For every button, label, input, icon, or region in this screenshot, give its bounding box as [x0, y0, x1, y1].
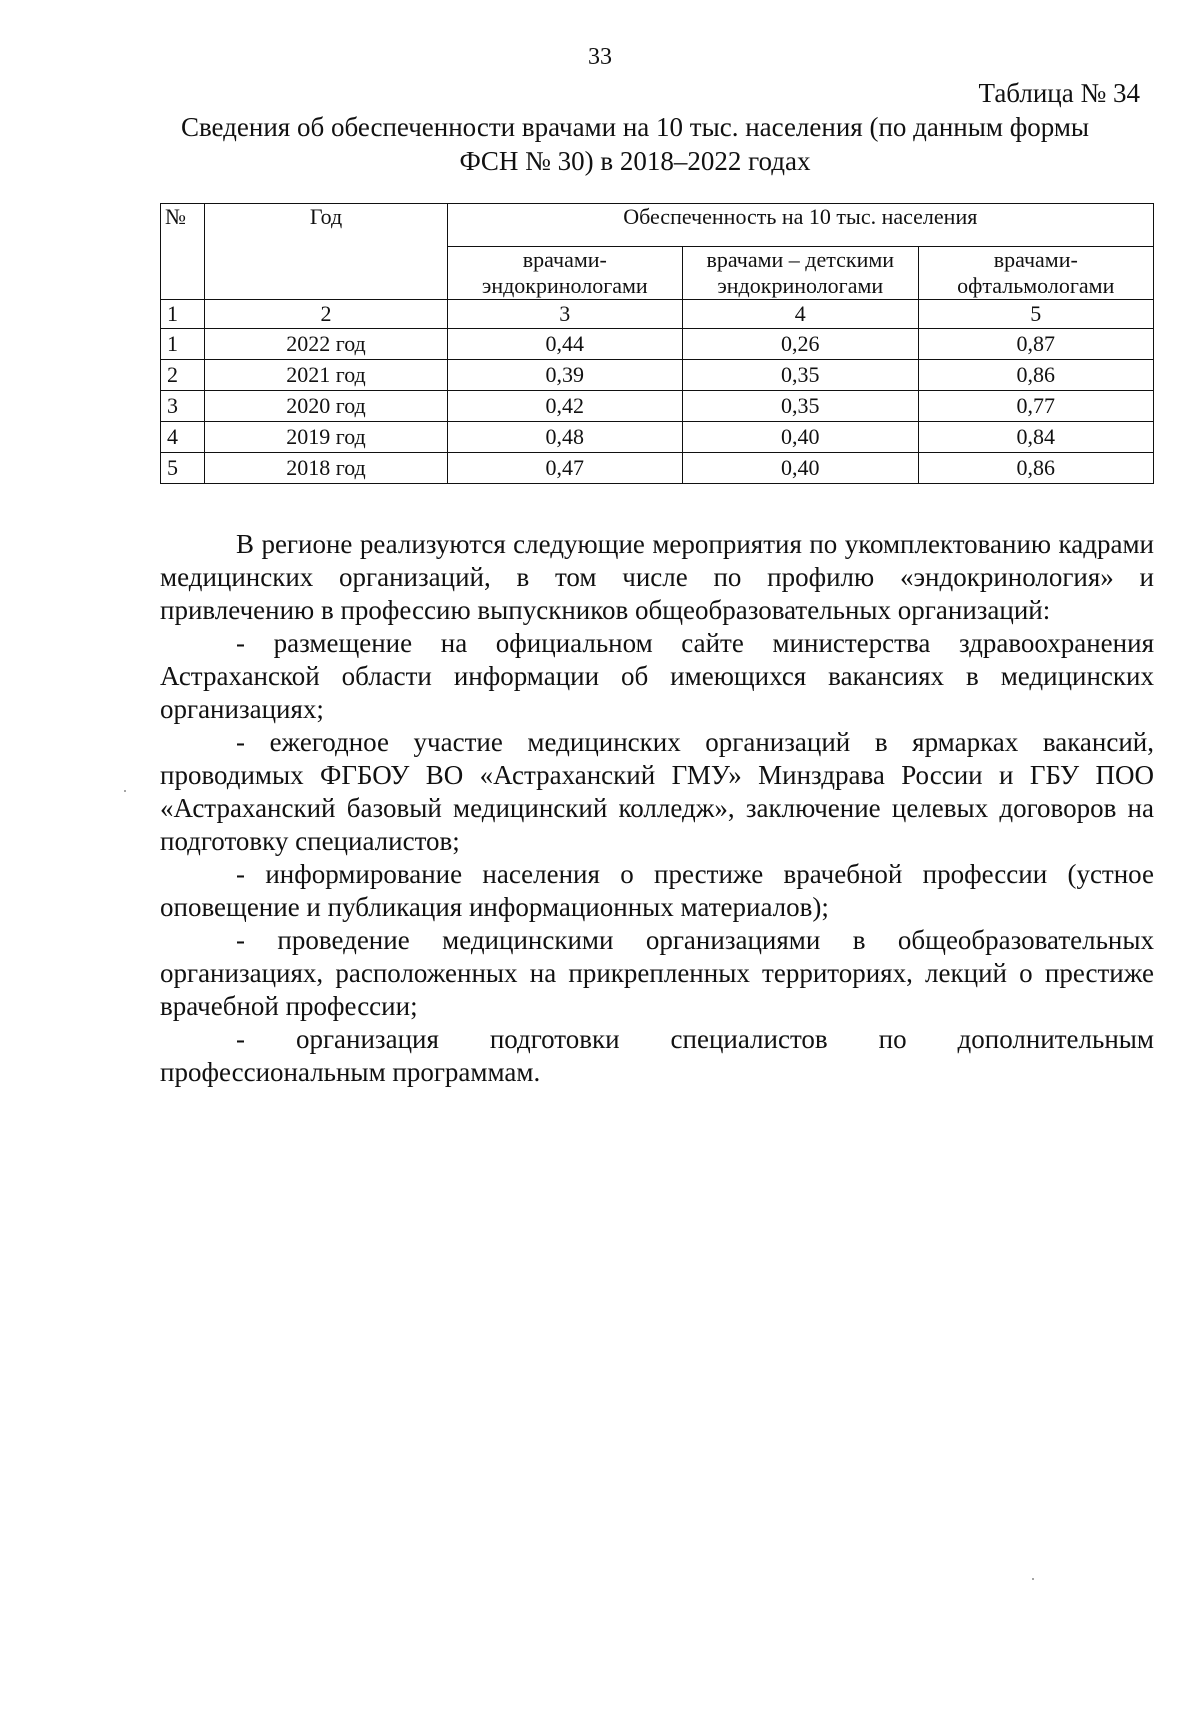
row-number: 4: [161, 422, 205, 453]
cell-endocrinologists: 0,48: [447, 422, 682, 453]
cell-child-endocrinologists: 0,35: [683, 360, 918, 391]
cell-ophthalmologists: 0,86: [918, 453, 1154, 484]
cell-endocrinologists: 0,39: [447, 360, 682, 391]
page-number: 33: [588, 44, 612, 70]
scan-speck: [124, 790, 126, 792]
row-year: 2022 год: [205, 329, 447, 360]
row-number: 5: [161, 453, 205, 484]
table-row: [161, 360, 1154, 391]
body-text: [160, 528, 1154, 1089]
column-header-number: №: [161, 204, 205, 300]
column-header-endocrinologists: врачами-эндокринологами: [447, 247, 682, 300]
table-row: [161, 329, 1154, 360]
cell-child-endocrinologists: 0,26: [683, 329, 918, 360]
row-year: 2021 год: [205, 360, 447, 391]
cell-child-endocrinologists: 0,40: [683, 422, 918, 453]
measure-item: - ежегодное участие медицинских организаций в ярмарках вакансий, проводимых ФГБОУ ВО «Астраханский ГМУ» Минздрава России и ГБУ ПОО «Астраханский базовый медицинский колледж», заключение целевых договоров на подготовку специалистов;: [160, 727, 1154, 856]
cell-child-endocrinologists: 0,40: [683, 453, 918, 484]
column-index: 5: [918, 300, 1154, 329]
scan-speck: [1032, 1578, 1034, 1580]
measure-item: - организация подготовки специалистов по дополнительным профессиональным программам.: [160, 1024, 1154, 1087]
cell-endocrinologists: 0,44: [447, 329, 682, 360]
table-row: [161, 422, 1154, 453]
measure-item: - проведение медицинскими организациями в общеобразовательных организациях, расположенных на прикрепленных территориях, лекций о престиже врачебной профессии;: [160, 925, 1154, 1021]
cell-endocrinologists: 0,47: [447, 453, 682, 484]
row-number: 2: [161, 360, 205, 391]
table-row: [161, 453, 1154, 484]
intro-paragraph: В регионе реализуются следующие мероприятия по укомплектованию кадрами медицинских организаций, в том числе по профилю «эндокринология» и привлечению в профессию выпускников общеобразовательных организаций:: [160, 529, 1154, 625]
cell-ophthalmologists: 0,87: [918, 329, 1154, 360]
row-number: 3: [161, 391, 205, 422]
column-index-row: [161, 300, 1154, 329]
cell-ophthalmologists: 0,84: [918, 422, 1154, 453]
cell-child-endocrinologists: 0,35: [683, 391, 918, 422]
column-index: 3: [447, 300, 682, 329]
column-header-ophthalmologists: врачами-офтальмологами: [918, 247, 1154, 300]
row-number: 1: [161, 329, 205, 360]
column-index: 1: [161, 300, 205, 329]
row-year: 2019 год: [205, 422, 447, 453]
column-group-header: Обеспеченность на 10 тыс. населения: [447, 204, 1153, 247]
row-year: 2020 год: [205, 391, 447, 422]
column-index: 4: [683, 300, 918, 329]
column-index: 2: [205, 300, 447, 329]
cell-ophthalmologists: 0,86: [918, 360, 1154, 391]
column-header-year: Год: [205, 204, 447, 300]
column-header-child-endocrinologists: врачами – детскими эндокринологами: [683, 247, 918, 300]
measure-item: - размещение на официальном сайте министерства здравоохранения Астраханской области информации об имеющихся вакансиях в медицинских организациях;: [160, 628, 1154, 724]
doctors-per-10k-table: [160, 203, 1154, 484]
table-caption: Таблица № 34: [978, 78, 1140, 108]
table-row: [161, 391, 1154, 422]
measure-item: - информирование населения о престиже врачебной профессии (устное оповещение и публикация информационных материалов);: [160, 859, 1154, 922]
table-title: Сведения об обеспеченности врачами на 10 тыс. населения (по данным формы ФСН № 30) в 2018–2022 годах: [180, 112, 1090, 176]
row-year: 2018 год: [205, 453, 447, 484]
cell-endocrinologists: 0,42: [447, 391, 682, 422]
cell-ophthalmologists: 0,77: [918, 391, 1154, 422]
